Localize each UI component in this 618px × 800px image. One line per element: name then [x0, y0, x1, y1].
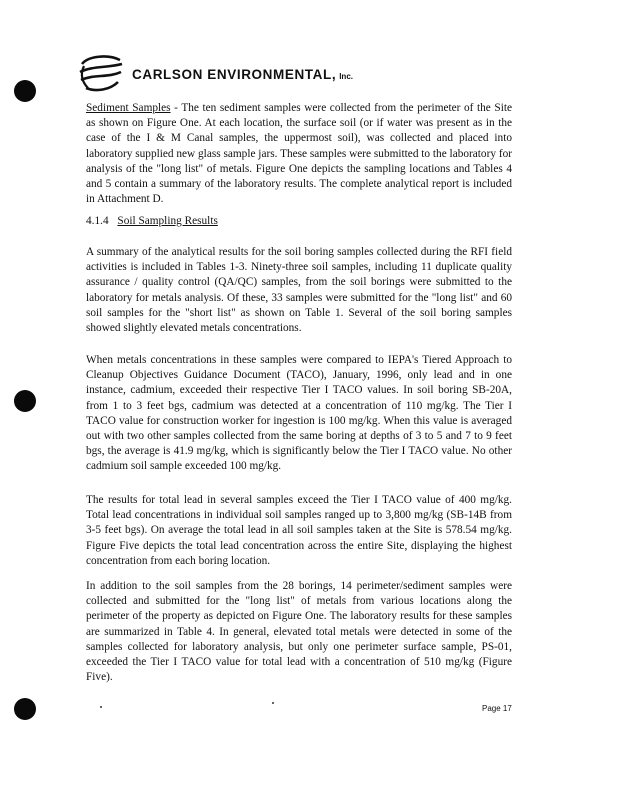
scan-speck — [272, 702, 274, 704]
section-number: 4.1.4 — [86, 215, 109, 227]
binder-hole-middle — [14, 390, 36, 412]
section-title: Soil Sampling Results — [117, 215, 218, 227]
paragraph-perimeter-samples: In addition to the soil samples from the 28 borings, 14 perimeter/sediment samples were collected and submitted for the "long list" of metals from various locations along the perimeter of the property as depicted on Figure One. The laboratory results for these samples are summarized in Table 4. In general, elevated total metals were detected in some of the samples collected for laboratory analysis, but only one perimeter surface sample, PS-01, exceeded the Tier I TACO value for total lead with a concentration of 510 mg/kg (Figure Five). — [86, 580, 512, 684]
sediment-text: - The ten sediment samples were collected from the perimeter of the Site as shown on Figure One. At each location, the surface soil (or if water was present as in the case of the I & M Canal samples, the uppermost soil), was collected and placed into laboratory supplied new glass sample jars. These samples were submitted to the laboratory for analysis of the "long list" of metals. Figure One depicts the sampling locations and Tables 4 and 5 contain a summary of the laboratory results. The complete analytical report is included in Attachment D. — [86, 102, 512, 206]
page-number: Page 17 — [482, 704, 512, 713]
binder-hole-top — [14, 80, 36, 102]
paragraph-total-lead: The results for total lead in several samples exceed the Tier I TACO value of 400 mg/kg. Total lead concentrations in individual soil samples ranged up to 3,800 mg/kg (SB-14B from 3-5 feet bgs). On average the total lead in all soil samples taken at the Site is 578.54 mg/kg. Figure Five depicts the total lead concentration across the entire Site, displaying the highest concentration from each boring location. — [86, 494, 512, 567]
sediment-label: Sediment Samples — [86, 102, 171, 114]
section-heading — [86, 215, 218, 227]
paragraph-comparison: When metals concentrations in these samples were compared to IEPA's Tiered Approach to Cleanup Objectives Guidance Document (TACO), January, 1996, only lead and in one instance, cadmium, exceeded their respective Tier I TACO values. In soil boring SB-20A, from 1 to 3 feet bgs, cadmium was detected at a concentration of 110 mg/kg. The Tier I TACO value for construction worker for ingestion is 100 mg/kg. When this value is averaged out with two other samples collected from the same boring at depths of 3 to 5 and 7 to 9 feet bgs, the average is 41.9 mg/kg, which is significantly below the Tier I TACO value. No other cadmium soil sample exceeded 100 mg/kg. — [86, 354, 512, 473]
company-logo-icon — [78, 54, 124, 94]
binder-hole-bottom — [14, 698, 36, 720]
company-suffix: Inc. — [339, 72, 353, 81]
paragraph-sediment-samples — [86, 101, 512, 207]
company-name-text: CARLSON ENVIRONMENTAL, — [132, 67, 337, 82]
scan-speck — [100, 706, 102, 708]
paragraph-summary: A summary of the analytical results for the soil boring samples collected during the RFI field activities is included in Tables 1-3. Ninety-three soil samples, including 11 duplicate quality assurance / quality control (QA/QC) samples, from the soil borings were submitted to the laboratory for metals analysis. Of these, 33 samples were submitted for the "long list" and 60 soil samples for the "short list" as shown on Table 1. Several of the soil boring samples showed slightly elevated metals concentrations. — [86, 246, 512, 335]
company-name — [132, 67, 353, 82]
